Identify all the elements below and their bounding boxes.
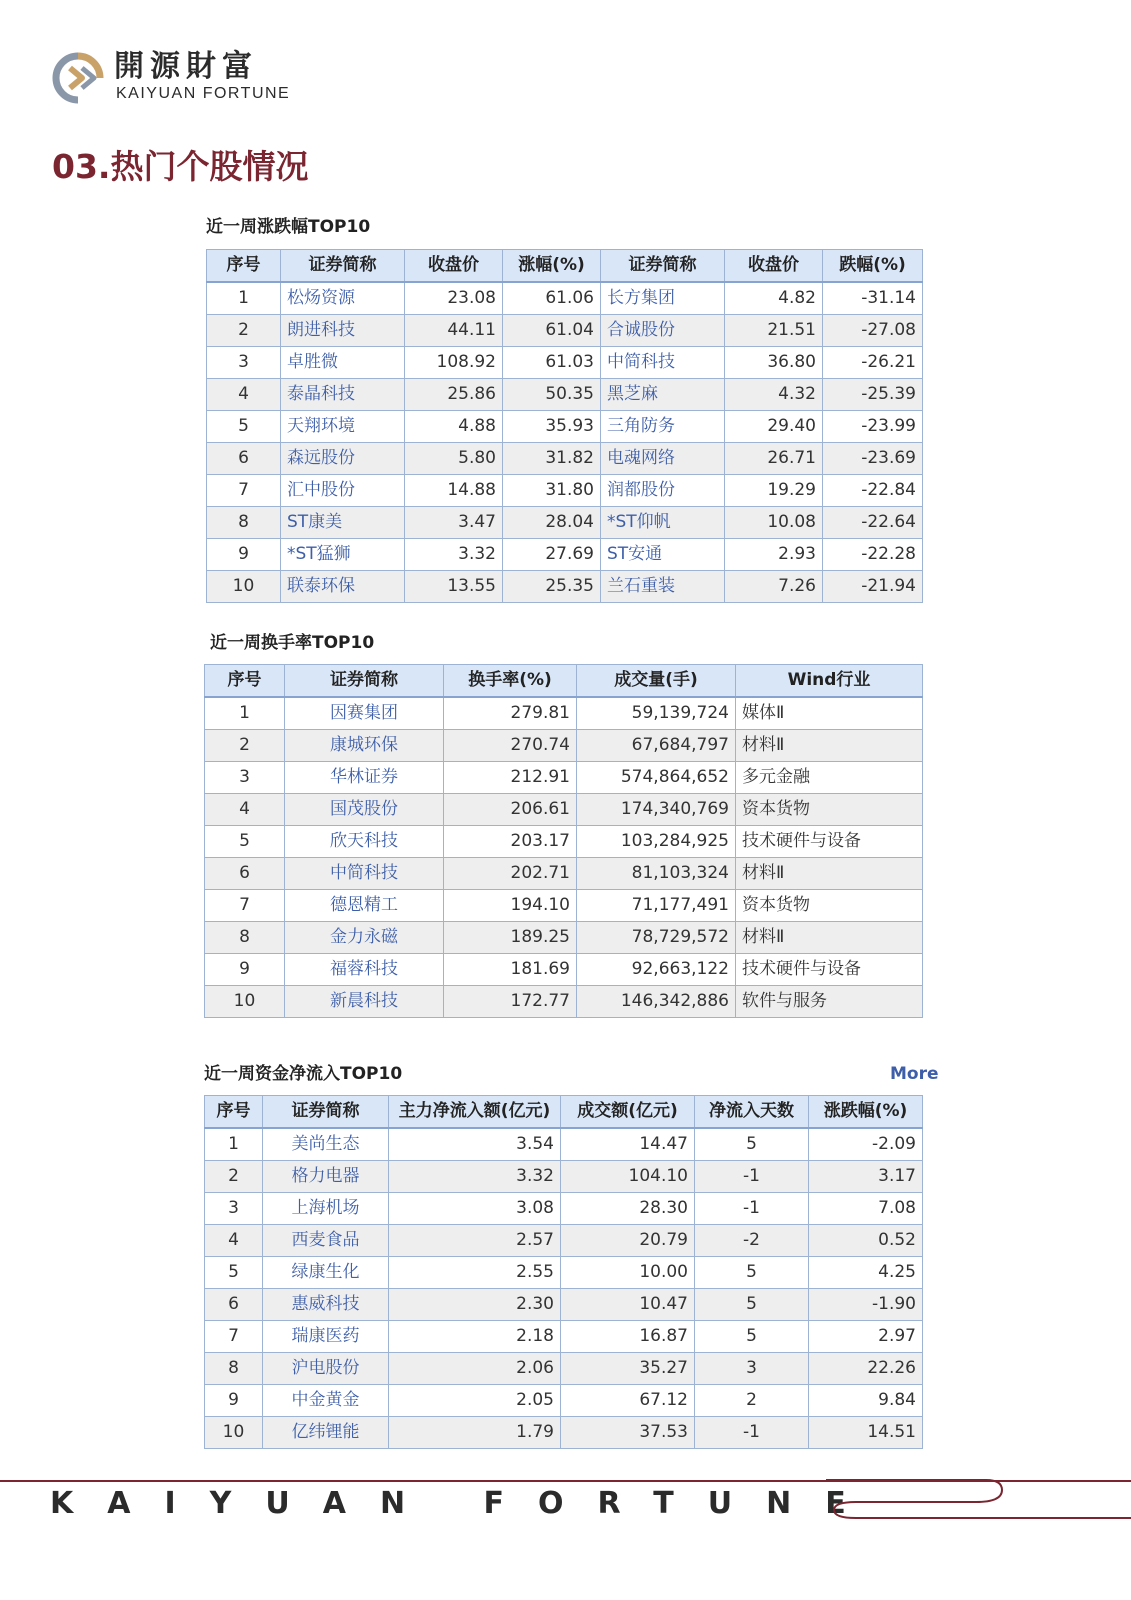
stock-name-link[interactable]: 德恩精工 [285, 890, 444, 922]
column-header: 证券简称 [601, 250, 725, 283]
table-cell: 5 [205, 1257, 263, 1289]
stock-name-link[interactable]: 华林证券 [285, 762, 444, 794]
table-cell: -23.69 [823, 443, 923, 475]
table-cell: 0.52 [809, 1225, 923, 1257]
table-cell: 35.27 [561, 1353, 695, 1385]
stock-name-link[interactable]: 长方集团 [601, 282, 725, 315]
table-row [207, 539, 923, 571]
more-link[interactable]: More [890, 1064, 939, 1084]
stock-name-link[interactable]: 松炀资源 [281, 282, 405, 315]
table-cell: 206.61 [444, 794, 577, 826]
table-cell: 103,284,925 [577, 826, 736, 858]
table-cell: 146,342,886 [577, 986, 736, 1018]
table-cell: 材料Ⅱ [736, 730, 923, 762]
column-header: 证券简称 [281, 250, 405, 283]
net-inflow-table [204, 1095, 923, 1449]
stock-name-link[interactable]: 中简科技 [285, 858, 444, 890]
table-row [207, 411, 923, 443]
table-row [205, 986, 923, 1018]
table-cell: 3 [207, 347, 281, 379]
table-cell: 3.47 [405, 507, 503, 539]
price-change-table [206, 249, 923, 603]
table-row [205, 730, 923, 762]
table-cell: 28.30 [561, 1193, 695, 1225]
table-cell: 28.04 [503, 507, 601, 539]
table-header-row [205, 665, 923, 698]
table-row [205, 1161, 923, 1193]
stock-name-link[interactable]: 康城环保 [285, 730, 444, 762]
table-cell: 81,103,324 [577, 858, 736, 890]
table-cell: 10.00 [561, 1257, 695, 1289]
table-cell: 25.35 [503, 571, 601, 603]
table-cell: -1 [695, 1193, 809, 1225]
table-cell: 2.97 [809, 1321, 923, 1353]
table-header-row [207, 250, 923, 283]
table-row [205, 858, 923, 890]
table-cell: 10.47 [561, 1289, 695, 1321]
column-header: 序号 [205, 665, 285, 698]
table-cell: 5 [207, 411, 281, 443]
table-cell: 67,684,797 [577, 730, 736, 762]
table-cell: 14.47 [561, 1128, 695, 1161]
table-cell: -27.08 [823, 315, 923, 347]
table-cell: -1.90 [809, 1289, 923, 1321]
table-cell: 资本货物 [736, 794, 923, 826]
table-cell: 9 [207, 539, 281, 571]
footer-swoosh-icon [826, 1472, 1131, 1522]
stock-name-link[interactable]: 汇中股份 [281, 475, 405, 507]
table-row [205, 1321, 923, 1353]
table-cell: 5 [695, 1128, 809, 1161]
table-row [207, 347, 923, 379]
stock-name-link[interactable]: 中简科技 [601, 347, 725, 379]
table-row [207, 571, 923, 603]
table-cell: 174,340,769 [577, 794, 736, 826]
stock-name-link[interactable]: 格力电器 [263, 1161, 389, 1193]
table-cell: 61.06 [503, 282, 601, 315]
table-cell: 2.55 [389, 1257, 561, 1289]
stock-name-link[interactable]: 黑芝麻 [601, 379, 725, 411]
table-cell: 6 [207, 443, 281, 475]
table-cell: 9.84 [809, 1385, 923, 1417]
table-row [207, 315, 923, 347]
stock-name-link[interactable]: 瑞康医药 [263, 1321, 389, 1353]
column-header: 成交量(手) [577, 665, 736, 698]
table-cell: 2 [207, 315, 281, 347]
table-cell: 26.71 [725, 443, 823, 475]
column-header: Wind行业 [736, 665, 923, 698]
table-cell: 2.06 [389, 1353, 561, 1385]
table-cell: 71,177,491 [577, 890, 736, 922]
stock-name-link[interactable]: *ST仰帆 [601, 507, 725, 539]
table-cell: 574,864,652 [577, 762, 736, 794]
table-cell: 2 [205, 1161, 263, 1193]
table-cell: -2.09 [809, 1128, 923, 1161]
brand-logo-icon [52, 52, 104, 104]
table-cell: -22.28 [823, 539, 923, 571]
stock-name-link[interactable]: ST安通 [601, 539, 725, 571]
table-cell: 92,663,122 [577, 954, 736, 986]
table-cell: 31.80 [503, 475, 601, 507]
table-cell: 1 [205, 697, 285, 730]
table-cell: 1.79 [389, 1417, 561, 1449]
table-cell: 203.17 [444, 826, 577, 858]
table-row [205, 1385, 923, 1417]
table-cell: 8 [207, 507, 281, 539]
table-cell: 3 [205, 762, 285, 794]
stock-name-link[interactable]: 欣天科技 [285, 826, 444, 858]
table-cell: 50.35 [503, 379, 601, 411]
table-cell: 媒体Ⅱ [736, 697, 923, 730]
stock-name-link[interactable]: 新晨科技 [285, 986, 444, 1018]
table-cell: 2 [205, 730, 285, 762]
stock-name-link[interactable]: *ST猛狮 [281, 539, 405, 571]
table-cell: 3.17 [809, 1161, 923, 1193]
table-cell: 67.12 [561, 1385, 695, 1417]
table-cell: 2.30 [389, 1289, 561, 1321]
table-cell: 7.08 [809, 1193, 923, 1225]
column-header: 主力净流入额(亿元) [389, 1096, 561, 1129]
table-row [205, 762, 923, 794]
table-cell: 5 [205, 826, 285, 858]
table-cell: 1 [207, 282, 281, 315]
stock-name-link[interactable]: 天翔环境 [281, 411, 405, 443]
table-cell: 7 [207, 475, 281, 507]
column-header: 涨幅(%) [503, 250, 601, 283]
table-cell: 172.77 [444, 986, 577, 1018]
table-cell: 31.82 [503, 443, 601, 475]
table-row [205, 1289, 923, 1321]
table-cell: 3 [695, 1353, 809, 1385]
table-cell: 22.26 [809, 1353, 923, 1385]
table-cell: 4.32 [725, 379, 823, 411]
table-cell: 技术硬件与设备 [736, 826, 923, 858]
table-cell: 7 [205, 890, 285, 922]
table-cell: 13.55 [405, 571, 503, 603]
table-row [205, 794, 923, 826]
table-cell: 1 [205, 1128, 263, 1161]
table-cell: 3.32 [405, 539, 503, 571]
table-cell: 5 [695, 1257, 809, 1289]
stock-name-link[interactable]: 惠威科技 [263, 1289, 389, 1321]
column-header: 证券简称 [285, 665, 444, 698]
table-cell: 14.88 [405, 475, 503, 507]
column-header: 跌幅(%) [823, 250, 923, 283]
table-cell: 44.11 [405, 315, 503, 347]
table-cell: 78,729,572 [577, 922, 736, 954]
column-header: 证券简称 [263, 1096, 389, 1129]
column-header: 收盘价 [405, 250, 503, 283]
table-cell: 37.53 [561, 1417, 695, 1449]
table-cell: -21.94 [823, 571, 923, 603]
table-cell: 5.80 [405, 443, 503, 475]
stock-name-link[interactable]: 国茂股份 [285, 794, 444, 826]
table-cell: 4.82 [725, 282, 823, 315]
table-cell: 资本货物 [736, 890, 923, 922]
table2-caption: 近一周换手率TOP10 [210, 633, 375, 653]
column-header: 序号 [205, 1096, 263, 1129]
brand-name-en: KAIYUAN FORTUNE [116, 85, 291, 102]
table-cell: 35.93 [503, 411, 601, 443]
table-cell: 2.05 [389, 1385, 561, 1417]
table-header-row [205, 1096, 923, 1129]
table-row [205, 826, 923, 858]
table-row [205, 1417, 923, 1449]
table-cell: -1 [695, 1417, 809, 1449]
table-cell: 212.91 [444, 762, 577, 794]
column-header: 换手率(%) [444, 665, 577, 698]
stock-name-link[interactable]: 美尚生态 [263, 1128, 389, 1161]
table-row [207, 282, 923, 315]
table-row [207, 379, 923, 411]
table-cell: 4.88 [405, 411, 503, 443]
table-cell: 7.26 [725, 571, 823, 603]
table-cell: -22.84 [823, 475, 923, 507]
table-row [205, 954, 923, 986]
stock-name-link[interactable]: 森远股份 [281, 443, 405, 475]
table-cell: 8 [205, 1353, 263, 1385]
table-cell: 36.80 [725, 347, 823, 379]
table-cell: 4.25 [809, 1257, 923, 1289]
table-cell: 21.51 [725, 315, 823, 347]
stock-name-link[interactable]: 三角防务 [601, 411, 725, 443]
table-cell: -31.14 [823, 282, 923, 315]
stock-name-link[interactable]: 中金黄金 [263, 1385, 389, 1417]
stock-name-link[interactable]: 合诚股份 [601, 315, 725, 347]
table-cell: 29.40 [725, 411, 823, 443]
stock-name-link[interactable]: 西麦食品 [263, 1225, 389, 1257]
table-cell: 技术硬件与设备 [736, 954, 923, 986]
table-row [205, 697, 923, 730]
table-row [207, 475, 923, 507]
stock-name-link[interactable]: 泰晶科技 [281, 379, 405, 411]
table-cell: 3.32 [389, 1161, 561, 1193]
stock-name-link[interactable]: 兰石重装 [601, 571, 725, 603]
table-cell: 202.71 [444, 858, 577, 890]
table-cell: 9 [205, 954, 285, 986]
table-row [207, 443, 923, 475]
table-cell: 61.03 [503, 347, 601, 379]
column-header: 序号 [207, 250, 281, 283]
table-cell: 材料Ⅱ [736, 922, 923, 954]
stock-name-link[interactable]: 电魂网络 [601, 443, 725, 475]
stock-name-link[interactable]: 绿康生化 [263, 1257, 389, 1289]
table-row [205, 922, 923, 954]
table-cell: 2.93 [725, 539, 823, 571]
table-cell: 4 [207, 379, 281, 411]
table-cell: 4 [205, 1225, 263, 1257]
stock-name-link[interactable]: 福蓉科技 [285, 954, 444, 986]
table1-caption: 近一周涨跌幅TOP10 [206, 217, 371, 237]
table-cell: 14.51 [809, 1417, 923, 1449]
footer-brand-text: KAIYUAN FORTUNE [50, 1486, 880, 1521]
table-cell: 材料Ⅱ [736, 858, 923, 890]
brand-name-cn: 開源財富 [114, 49, 258, 84]
column-header: 成交额(亿元) [561, 1096, 695, 1129]
column-header: 净流入天数 [695, 1096, 809, 1129]
table-cell: -1 [695, 1161, 809, 1193]
table-cell: 5 [695, 1321, 809, 1353]
table-cell: 多元金融 [736, 762, 923, 794]
table-cell: 9 [205, 1385, 263, 1417]
table-cell: 2 [695, 1385, 809, 1417]
stock-name-link[interactable]: 亿纬锂能 [263, 1417, 389, 1449]
table-row [205, 1353, 923, 1385]
table-cell: 7 [205, 1321, 263, 1353]
table-cell: 3 [205, 1193, 263, 1225]
table-cell: 19.29 [725, 475, 823, 507]
table-cell: 2.18 [389, 1321, 561, 1353]
table-cell: 8 [205, 922, 285, 954]
table-cell: 6 [205, 1289, 263, 1321]
table-cell: 104.10 [561, 1161, 695, 1193]
table-cell: 23.08 [405, 282, 503, 315]
table-cell: 27.69 [503, 539, 601, 571]
table-cell: 25.86 [405, 379, 503, 411]
table-cell: 2.57 [389, 1225, 561, 1257]
table-cell: 108.92 [405, 347, 503, 379]
table-cell: 10 [205, 1417, 263, 1449]
table-cell: 181.69 [444, 954, 577, 986]
table3-caption: 近一周资金净流入TOP10 [204, 1064, 403, 1084]
table-cell: 软件与服务 [736, 986, 923, 1018]
table-cell: 10.08 [725, 507, 823, 539]
table-row [205, 890, 923, 922]
table-cell: 61.04 [503, 315, 601, 347]
table-cell: -25.39 [823, 379, 923, 411]
table-cell: 20.79 [561, 1225, 695, 1257]
column-header: 涨跌幅(%) [809, 1096, 923, 1129]
stock-name-link[interactable]: 卓胜微 [281, 347, 405, 379]
table-cell: 270.74 [444, 730, 577, 762]
turnover-table [204, 664, 923, 1018]
table-cell: 279.81 [444, 697, 577, 730]
table-cell: -23.99 [823, 411, 923, 443]
table-row [205, 1193, 923, 1225]
stock-name-link[interactable]: 沪电股份 [263, 1353, 389, 1385]
table-cell: 6 [205, 858, 285, 890]
table-row [205, 1128, 923, 1161]
table-cell: 59,139,724 [577, 697, 736, 730]
column-header: 收盘价 [725, 250, 823, 283]
stock-name-link[interactable]: ST康美 [281, 507, 405, 539]
table-cell: -22.64 [823, 507, 923, 539]
table-cell: 16.87 [561, 1321, 695, 1353]
table-row [207, 507, 923, 539]
table-cell: 189.25 [444, 922, 577, 954]
stock-name-link[interactable]: 因赛集团 [285, 697, 444, 730]
table-row [205, 1257, 923, 1289]
table-cell: 4 [205, 794, 285, 826]
stock-name-link[interactable]: 润都股份 [601, 475, 725, 507]
table-cell: 194.10 [444, 890, 577, 922]
stock-name-link[interactable]: 朗进科技 [281, 315, 405, 347]
table-cell: 10 [207, 571, 281, 603]
table-cell: 10 [205, 986, 285, 1018]
table-cell: 3.54 [389, 1128, 561, 1161]
table-cell: -26.21 [823, 347, 923, 379]
table-cell: 5 [695, 1289, 809, 1321]
table-cell: 3.08 [389, 1193, 561, 1225]
table-row [205, 1225, 923, 1257]
page-title: 03.热门个股情况 [52, 147, 309, 186]
table-cell: -2 [695, 1225, 809, 1257]
stock-name-link[interactable]: 联泰环保 [281, 571, 405, 603]
stock-name-link[interactable]: 上海机场 [263, 1193, 389, 1225]
stock-name-link[interactable]: 金力永磁 [285, 922, 444, 954]
